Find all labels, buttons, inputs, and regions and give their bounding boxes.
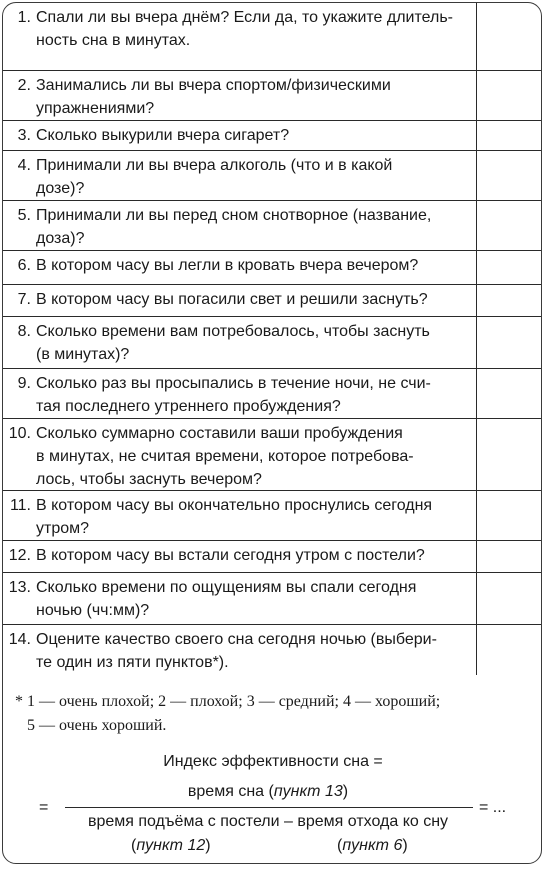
ref12-close: ) [205, 837, 211, 854]
question-line: утром? [36, 520, 90, 537]
ref6-close: ) [402, 837, 408, 854]
table-row [3, 251, 541, 285]
table-row [3, 541, 541, 573]
question-text [8, 573, 473, 622]
formula-title: Индекс эффективности сна = [163, 753, 383, 770]
question-number: 13. [8, 579, 31, 596]
question-text [15, 3, 473, 52]
footnote-line-2: 5 — очень хороший. [27, 717, 167, 734]
formula-result: = ... [479, 799, 507, 816]
question-text [15, 151, 473, 200]
table-row [3, 121, 541, 151]
question-number: 10. [8, 425, 31, 442]
table-row [3, 573, 541, 625]
question-line: В котором часу вы окончательно проснулись сегодня [36, 497, 433, 514]
question-number: 8. [17, 323, 31, 340]
question-line: в минутах, не считая времени, которое потребова- [36, 448, 414, 465]
formula-numerator [63, 783, 473, 801]
question-text [15, 71, 473, 120]
table-row [3, 201, 541, 251]
question-number: 4. [17, 157, 31, 174]
answer-cell[interactable] [477, 573, 541, 624]
question-line: Занимались ли вы вчера спортом/физическими [36, 77, 391, 94]
numerator-close: ) [342, 783, 349, 800]
answer-cell[interactable] [477, 369, 541, 418]
numerator-text: время сна ( [187, 783, 274, 800]
table-row [3, 3, 541, 71]
question-text [15, 201, 473, 250]
question-number: 7. [17, 291, 31, 308]
ref6-open: ( [337, 837, 343, 854]
question-number: 14. [8, 631, 31, 648]
question-line: упражнениями? [36, 100, 155, 117]
question-text [15, 369, 473, 418]
answer-cell[interactable] [477, 3, 541, 70]
answer-cell[interactable] [477, 419, 541, 490]
question-line: Принимали ли вы перед сном снотворное (название, [36, 207, 432, 224]
table-row [3, 285, 541, 317]
question-line: В котором часу вы встали сегодня утром с постели? [36, 547, 425, 564]
question-text [9, 491, 473, 540]
question-number: 2. [17, 77, 31, 94]
denominator-ref-12 [131, 837, 211, 855]
answer-cell[interactable] [477, 151, 541, 200]
denominator-ref-6 [337, 837, 408, 855]
answer-column-divider [476, 3, 477, 675]
question-line: В котором часу вы легли в кровать вчера вечером? [36, 257, 419, 274]
table-row [3, 625, 541, 675]
question-text [15, 317, 473, 366]
footnote [15, 690, 535, 738]
table-row [3, 369, 541, 419]
question-line: (в минутах)? [36, 346, 130, 363]
question-number: 11. [9, 497, 31, 514]
question-line: Сколько времени вам потребовалось, чтобы заснуть [36, 323, 430, 340]
question-number: 5. [17, 207, 31, 224]
answer-cell[interactable] [477, 491, 541, 540]
question-line: Спали ли вы вчера днём? Если да, то укажите длитель- [36, 9, 454, 26]
answer-cell[interactable] [477, 317, 541, 368]
question-line: Оцените качество своего сна сегодня ночью (выбери- [36, 631, 437, 648]
fraction-bar [65, 807, 473, 808]
question-line: Сколько выкурили вчера сигарет? [36, 127, 290, 144]
question-number: 6. [17, 257, 31, 274]
question-text [8, 419, 473, 491]
question-line: Принимали ли вы вчера алкоголь (что и в какой [36, 157, 393, 174]
table-row [3, 151, 541, 201]
answer-cell[interactable] [477, 201, 541, 250]
question-line: Сколько времени по ощущениям вы спали сегодня [36, 579, 417, 596]
answer-cell[interactable] [477, 121, 541, 150]
table-row [3, 491, 541, 541]
question-text [8, 625, 473, 674]
numerator-ref: пункт 13 [273, 783, 343, 800]
table-row [3, 317, 541, 369]
question-line: дозе)? [36, 180, 85, 197]
formula-equals: = [39, 799, 49, 816]
question-number: 1. [17, 9, 31, 26]
question-line: ночью (чч:мм)? [36, 602, 150, 619]
question-number: 12. [8, 547, 31, 564]
question-text [15, 285, 473, 311]
ref12-open: ( [131, 837, 137, 854]
question-line: лось, чтобы заснуть вечером? [36, 471, 262, 488]
table-row [3, 419, 541, 491]
table-row [3, 71, 541, 121]
answer-cell[interactable] [477, 541, 541, 572]
answer-cell[interactable] [477, 625, 541, 675]
question-number: 3. [17, 127, 31, 144]
question-line: доза)? [36, 230, 85, 247]
question-text [15, 121, 473, 147]
question-line: тая последнего утреннего пробуждения? [36, 398, 341, 415]
question-line: Сколько раз вы просыпались в течение ночи, не счи- [36, 375, 431, 392]
question-line: В котором часу вы погасили свет и решили заснуть? [36, 291, 428, 308]
ref6-text: пункт 6 [342, 837, 403, 854]
formula-denominator: время подъёма с постели – время отхода ко сну [87, 813, 449, 830]
question-line: те один из пяти пунктов*). [36, 654, 229, 671]
question-text [8, 541, 473, 567]
ref12-text: пункт 12 [136, 837, 206, 854]
question-text [15, 251, 473, 277]
answer-cell[interactable] [477, 285, 541, 316]
questionnaire-card [2, 2, 542, 864]
question-line: ность сна в минутах. [36, 32, 191, 49]
question-line: Сколько суммарно составили ваши пробуждения [36, 425, 403, 442]
answer-cell[interactable] [477, 251, 541, 284]
question-number: 9. [17, 375, 31, 392]
footnote-line-1: * 1 — очень плохой; 2 — плохой; 3 — средний; 4 — хороший; [15, 693, 441, 710]
answer-cell[interactable] [477, 71, 541, 120]
